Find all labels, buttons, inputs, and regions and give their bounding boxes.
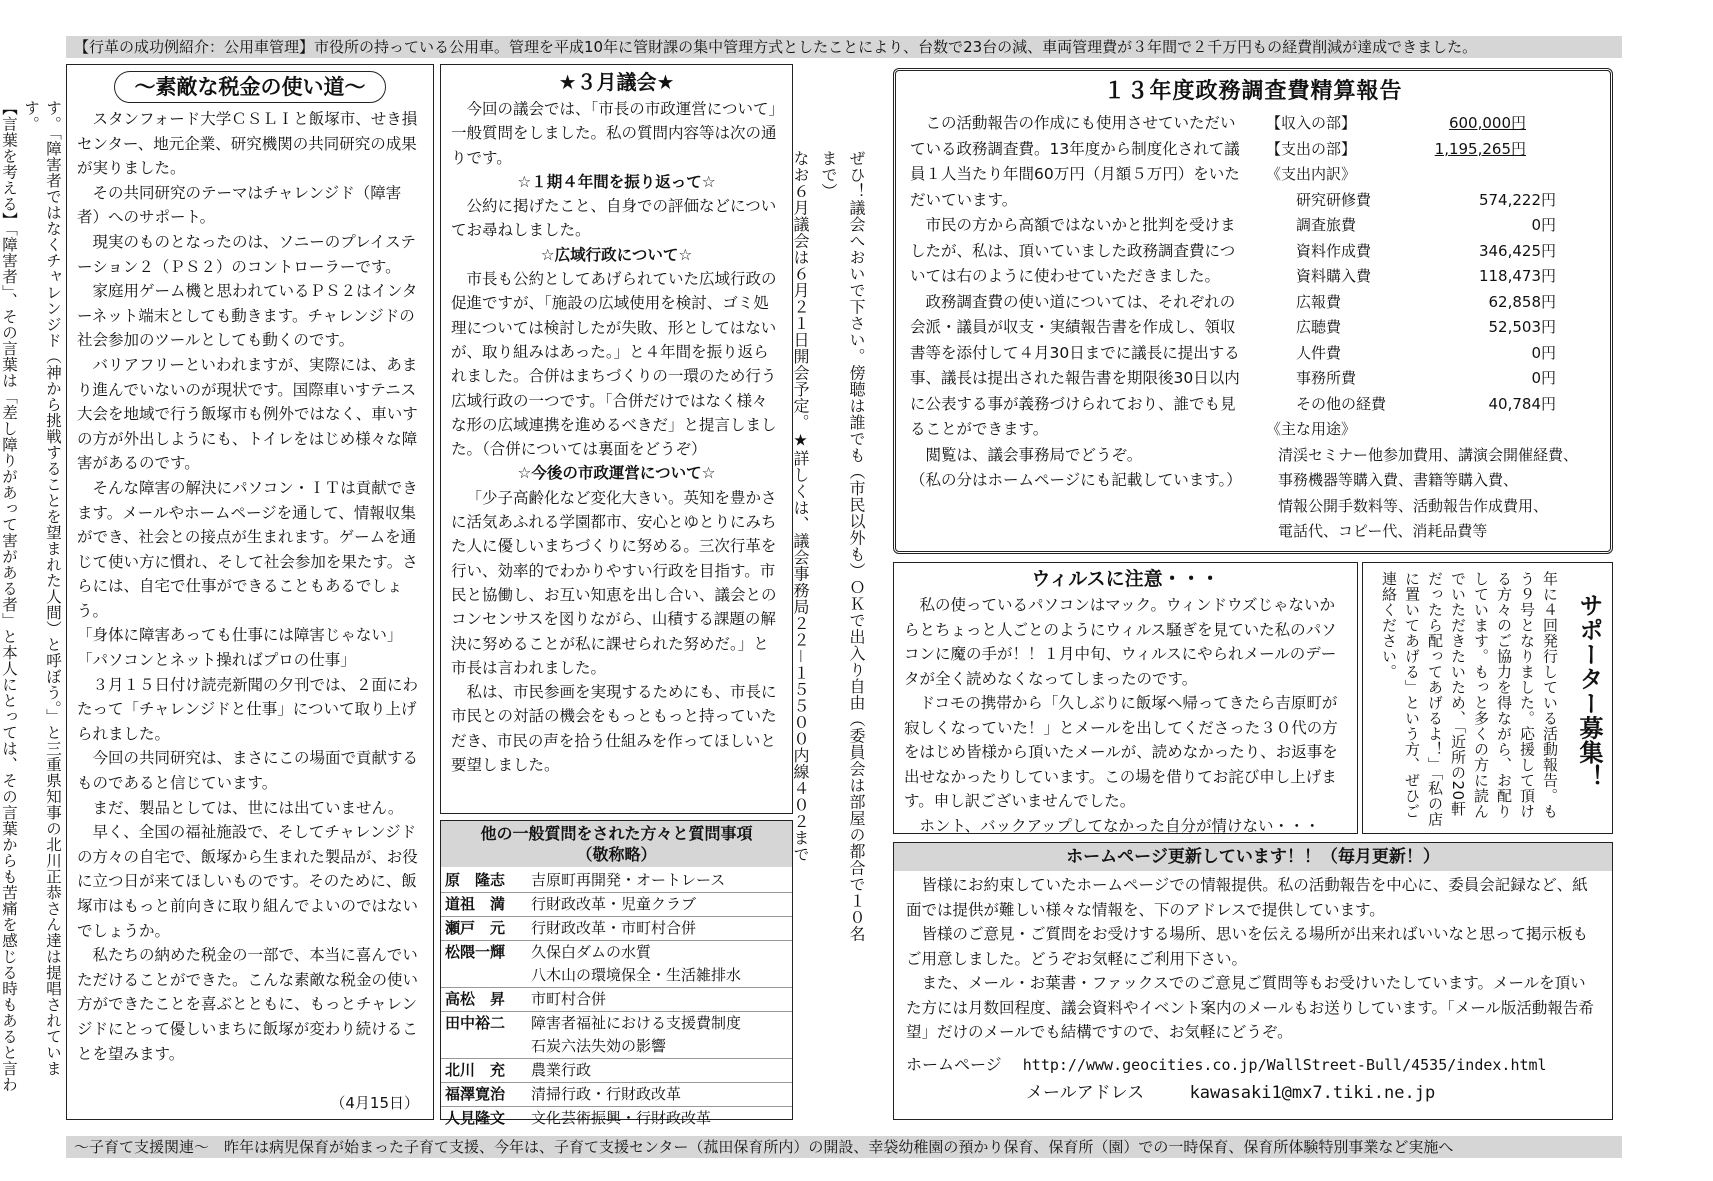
question-member	[441, 964, 527, 988]
expense-item-amount: 62,858円	[1488, 292, 1556, 311]
uses-list	[1278, 443, 1596, 545]
report-box	[893, 68, 1613, 554]
expense-item-label: 研究研修費	[1296, 190, 1372, 209]
homepage-body	[894, 871, 1612, 1109]
question-row	[441, 1083, 792, 1107]
question-row	[441, 964, 792, 988]
zeikin-paragraph: スタンフォード大学ＣＳＬＩと飯塚市、せき損センター、地元企業、研究機関の共同研究の成果が実りました。	[77, 110, 418, 178]
question-topic: 吉原町再開発・オートレース	[531, 871, 726, 889]
virus-paragraph: ドコモの携帯から「久しぶりに飯塚へ帰ってきたら吉原町が寂しくなっていた！」とメールを出してくださった３０代の方をはじめ皆様から頂いたメールが、読めなかったり、お返事を出せなかったりしています。この場を借りてお詫び申し上げます。申し訳ございませんでした。	[904, 694, 1338, 810]
question-member: 道祖 満	[441, 893, 527, 917]
question-member: 原 隆志	[445, 871, 506, 889]
zeikin-quote: 「身体に障害あっても仕事には障害じゃない」	[77, 626, 403, 645]
expense-item-amount: 52,503円	[1488, 318, 1556, 336]
breakdown-table	[1296, 188, 1556, 418]
expense-row	[1296, 341, 1556, 367]
homepage-paragraph: また、メール・お葉書・ファックスでのご意見ご質問等もお受けいたしています。メールを頂いた方には月数回程度、議会資料やイベント案内のメールもお送りしています。「メール版活動報告希望」だけのメールでも結構ですので、お気軽にどうぞ。	[906, 974, 1594, 1041]
gikai-subheading: ☆１期４年間を振り返って☆	[517, 172, 716, 191]
supporter-title: サポーター募集！	[1575, 593, 1603, 789]
question-topic: 農業行政	[527, 1059, 792, 1083]
question-topic: 清掃行政・行財政改革	[527, 1083, 792, 1107]
zeikin-paragraph: バリアフリーといわれますが、実際には、あまり進んでいないのが現状です。国際車いすテニス大会を地域で行う飯塚市も例外ではなく、車いすの方が外出しようにも、トイレをはじめ様々な障害があるのです。	[77, 355, 418, 473]
expense-item-amount: 0円	[1531, 369, 1556, 387]
expense-item-label: 人件費	[1296, 343, 1342, 362]
questions-header	[441, 821, 792, 867]
expense-item-label: 資料購入費	[1296, 267, 1372, 285]
question-row	[441, 917, 792, 941]
gikai-invite-column	[791, 150, 870, 950]
kotoba-line-1: す。「障害者ではなくチャレンジド（神から挑戦することを望まれた人間）と呼ぼう。」と三重県知事の北川正恭さん達は提唱されています。	[22, 100, 62, 1077]
gikai-paragraph: 市長も公約としてあげられていた広域行政の促進ですが、「施設の広域使用を検討、ゴミ処理については検討したが失敗、形としてはないが、取り組みはあった。」と４年間を振り返られました。合併はまちづくりの一環のため行う広域行政の一つです。「合併だけではなく様々な形の広域連携を進めるべきだ」と提言しました。（合併については裏面をどうぞ）	[451, 270, 777, 459]
homepage-url-label: ホームページ	[906, 1054, 1002, 1074]
gikai-intro: 今回の議会では、「市長の市政運営について」一般質問をしました。私の質問内容等は次の通りです。	[451, 100, 777, 167]
zeikin-paragraph: 早く、全国の福祉施設で、そしてチャレンジドの方々の自宅で、飯塚から生まれた製品が、お役に立つ日が来てほしいものです。そのために、飯塚市はもっと前向きに取り組んでよいのではないでしょうか。	[77, 823, 419, 940]
gikai-article	[440, 64, 793, 814]
homepage-box	[893, 842, 1613, 1120]
gikai-invite-line-2: なお６月議会は６月２１日開会予定。★詳しくは、議会事務局２２－１５５００内線４０２まで	[791, 150, 810, 863]
homepage-url-link[interactable]: http://www.geocities.co.jp/WallStreet-Bull/4535/index.html	[1022, 1055, 1547, 1074]
question-member	[441, 1035, 527, 1059]
bottom-banner-text: ～子育て支援関連～ 昨年は病児保育が始まった子育て支援、今年は、子育て支援センター（菰田保育所内）の開設、幸袋幼稚園の預かり保育、保育所（園）での一時保育、保育所体験特別事業など実施へ	[74, 1138, 1454, 1156]
gikai-body	[451, 97, 782, 777]
breakdown-label: 《支出内訳》	[1266, 165, 1357, 183]
homepage-title: ホームページ更新しています！！（毎月更新！）	[894, 843, 1612, 871]
expense-amount: 1,195,265円	[1434, 139, 1526, 158]
expense-item-label: 資料作成費	[1296, 241, 1372, 260]
zeikin-paragraph: 現実のものとなったのは、ソニーのプレイステーション２（ＰＳ２）のコントローラーです。	[77, 232, 416, 276]
homepage-url-row	[906, 1051, 1600, 1079]
expense-item-label: 事務所費	[1296, 369, 1357, 387]
zeikin-quote: 「パソコンとネット操ればプロの仕事」	[77, 651, 356, 670]
virus-article	[893, 562, 1358, 834]
uses-label: 《主な用途》	[1266, 420, 1357, 438]
kotoba-column	[0, 100, 64, 1100]
zeikin-paragraph: まだ、製品としては、世には出ていません。	[92, 798, 404, 817]
report-totals	[1266, 111, 1526, 162]
question-topic: 石炭六法失効の影響	[531, 1037, 667, 1055]
virus-paragraph: ホント、バックアップしてなかった自分が情けない・・・	[919, 816, 1321, 835]
expense-row	[1296, 315, 1556, 341]
zeikin-paragraph: その共同研究のテーマはチャレンジド（障害者）へのサポート。	[77, 183, 402, 227]
question-topic: 行財政改革・児童クラブ	[527, 893, 792, 917]
top-banner	[66, 36, 1622, 58]
gikai-subheading: ☆今後の市政運営について☆	[517, 464, 716, 483]
expense-item-label: 広聴費	[1296, 318, 1342, 336]
zeikin-paragraph: 今回の共同研究は、まさにこの場面で貢献するものであると信じています。	[77, 749, 419, 793]
expense-row	[1296, 264, 1556, 290]
report-paragraph: 市民の方から高額ではないかと批判を受けましたが、私は、頂いていました政務調査費については右のように使わせていただきました。	[910, 216, 1236, 285]
report-title: １３年度政務調査費精算報告	[1103, 79, 1403, 104]
expense-item-amount: 574,222円	[1478, 190, 1556, 209]
question-topic: 久保白ダムの水質	[527, 941, 792, 965]
zeikin-date: （4月15日）	[330, 1094, 419, 1112]
question-row	[441, 893, 792, 917]
uses-line: 電話代、コピー代、消耗品費等	[1278, 522, 1488, 540]
report-paragraph: 政務調査費の使い道については、それぞれの会派・議員が収支・実績報告書を作成し、領収書等を添付して４月30日までに議長に提出する事、議長は提出された報告書を期限後30日以内に公表する事が義務づけられており、誰でも見ることができます。	[910, 292, 1240, 438]
gikai-paragraph: 公約に掲げたこと、自身での評価などについてお尋ねしました。	[451, 197, 777, 240]
virus-body	[904, 593, 1347, 838]
question-topic: 文化芸術振興・行財政改革	[527, 1107, 792, 1131]
expense-row	[1296, 392, 1556, 418]
question-row	[441, 941, 792, 965]
expense-label: 【支出の部】	[1266, 139, 1357, 158]
supporter-box	[1362, 562, 1613, 834]
gikai-title: ★３月議会★	[558, 70, 675, 94]
question-row	[441, 869, 792, 893]
expense-row	[1296, 290, 1556, 316]
income-label: 【収入の部】	[1266, 114, 1357, 132]
virus-title: ウィルスに注意・・・	[1031, 568, 1220, 590]
question-row	[441, 1012, 792, 1036]
expense-row	[1296, 188, 1556, 214]
uses-line: 情報公開手数料等、活動報告作成費用、	[1278, 496, 1549, 515]
question-topic: 行財政改革・市町村合併	[527, 917, 792, 941]
expense-row	[1296, 239, 1556, 265]
homepage-mail-row	[906, 1079, 1600, 1107]
questions-box	[440, 820, 793, 1127]
zeikin-paragraph: 私たちの納めた税金の一部で、本当に喜んでいただけることができた。こんな素敵な税金の使い方ができたことを喜ぶとともに、もっとチャレンジドにとって優しいまちに飯塚が変わり続けることを望みます。	[77, 946, 419, 1063]
expense-item-label: その他の経費	[1296, 394, 1387, 413]
income-amount: 600,000円	[1448, 114, 1526, 132]
report-paragraph: （私の分はホームページにも記載しています。）	[910, 471, 1242, 489]
expense-item-amount: 118,473円	[1478, 267, 1556, 285]
expense-item-amount: 40,784円	[1488, 394, 1556, 413]
uses-line: 事務機器等購入費、書籍等購入費、	[1278, 471, 1519, 489]
homepage-mail-link[interactable]: kawasaki1@mx7.tiki.ne.jp	[1189, 1082, 1436, 1103]
zeikin-body	[77, 107, 423, 1066]
questions-table	[441, 869, 792, 1130]
gikai-invite-line-1: ぜひ！議会へおいで下さい。傍聴は誰でも（市民以外も）ＯＫで出入り自由（委員会は部屋の都合で１０名まで）	[819, 150, 866, 942]
question-topic: 市町村合併	[527, 988, 792, 1012]
expense-row	[1296, 213, 1556, 239]
expense-row	[1296, 366, 1556, 392]
report-finance	[1266, 111, 1596, 545]
zeikin-paragraph: ３月１５日付け読売新聞の夕刊では、２面にわたって「チャレンジドと仕事」について取り上げられました。	[77, 675, 419, 743]
question-member: 瀬戸 元	[441, 917, 527, 941]
homepage-mail-label: メールアドレス	[1026, 1082, 1145, 1103]
zeikin-article	[66, 64, 434, 1120]
question-topic: 八木山の環境保全・生活雑排水	[531, 966, 742, 984]
expense-item-amount: 346,425円	[1478, 241, 1556, 260]
question-row	[441, 1059, 792, 1083]
zeikin-title: ～素敵な税金の使い道～	[114, 71, 386, 103]
report-paragraph: この活動報告の作成にも使用させていただいている政務調査費。13年度から制度化されて議員１人当たり年間60万円（月額５万円）をいただいています。	[910, 114, 1240, 209]
question-member: 高松 昇	[441, 988, 527, 1012]
homepage-paragraph: 皆様のご意見・ご質問をお受けする場所、思いを伝える場所が出来ればいいなと思って掲示板もご用意しました。どうぞお気軽にご利用下さい。	[906, 925, 1589, 968]
uses-line: 清渓セミナー他参加費用、講演会開催経費、	[1278, 445, 1579, 464]
question-member: 田中裕二	[441, 1012, 527, 1036]
question-member: 人見隆文	[441, 1107, 527, 1131]
question-member: 松隈一輝	[441, 941, 527, 965]
question-member: 北川 充	[441, 1059, 527, 1083]
expense-item-amount: 0円	[1531, 216, 1556, 234]
question-row	[441, 1035, 792, 1059]
expense-item-label: 調査旅費	[1296, 216, 1357, 234]
questions-title: 他の一般質問をされた方々と質問事項	[480, 824, 753, 843]
kotoba-line-2: 【言葉を考える】「障害者」、その言葉は「差し障りがあって害がある者」と本人にとっては、その言葉からも苦痛を感じる時もあると言わ	[0, 100, 18, 1093]
report-text	[910, 111, 1250, 494]
question-member: 福澤寛治	[441, 1083, 527, 1107]
gikai-subheading: ☆広域行政について☆	[540, 245, 693, 264]
question-row	[441, 988, 792, 1012]
zeikin-paragraph: 家庭用ゲーム機と思われているＰＳ２はインターネット端末としても動きます。チャレンジドの社会参加のツールとしても動くのです。	[77, 282, 418, 350]
bottom-banner	[66, 1136, 1622, 1158]
virus-paragraph: 私の使っているパソコンはマック。ウィンドウズじゃないからとちょっと人ごとのようにウィルス騒ぎを見ていた私のパソコンに魔の手が！！１月中旬、ウィルスにやられメールのデータが全く読めなくなってしまったのです。	[904, 596, 1337, 688]
question-row	[441, 1107, 792, 1131]
report-paragraph: 閲覧は、議会事務局でどうぞ。	[925, 445, 1143, 464]
question-topic: 障害者福祉における支援費制度	[527, 1012, 792, 1036]
gikai-paragraph: 私は、市民参画を実現するためにも、市長に市民との対話の機会をもっともっと持っていただき、市民の声を拾う仕組みを作ってほしいと要望しました。	[451, 683, 777, 775]
gikai-paragraph: 「少子高齢化など変化大きい。英知を豊かさに活気あふれる学園都市、安心とゆとりにみちた人に優しいまちづくりに努める。三次行革を行い、効率的でわかりやすい行政を目指す。市民と協働し、お互い知恵を出し合い、議会とのコンセンサスを図りながら、山積する課題の解決に努めることが私に課せられた努めだ。」と市長は言われました。	[451, 488, 777, 677]
supporter-text: 年に４回発行している活動報告。もう９号となりました。応援して頂ける方々のご協力を得ながら、お配りしています。もっと多くの方に読んでいただきたいため、「近所の20軒だったら配ってあげるよ！」「私の店に置いてあげる」という方、ぜひご連絡ください。	[1380, 571, 1559, 827]
top-banner-text: 【行革の成功例紹介：公用車管理】市役所の持っている公用車。管理を平成10年に管財課の集中管理方式としたことにより、台数で23台の減、車両管理費が３年間で２千万円もの経費削減が達成できました。	[74, 38, 1478, 56]
expense-item-label: 広報費	[1296, 292, 1342, 311]
expense-item-amount: 0円	[1531, 343, 1556, 362]
zeikin-paragraph: そんな障害の解決にパソコン・ＩＴは貢献できます。メールやホームページを通して、情報収集ができ、社会との接点が生まれます。ゲームを通じて使い方に慣れ、そして社会参加を果たす。さらには、自宅で仕事ができることもあるでしょう。	[77, 478, 418, 620]
questions-subtitle: （敬称略）	[576, 845, 657, 864]
homepage-paragraph: 皆様にお約束していたホームページでの情報提供。私の活動報告を中心に、委員会記録など、紙面では提供が難しい様々な情報を、下のアドレスで提供しています。	[906, 876, 1588, 919]
